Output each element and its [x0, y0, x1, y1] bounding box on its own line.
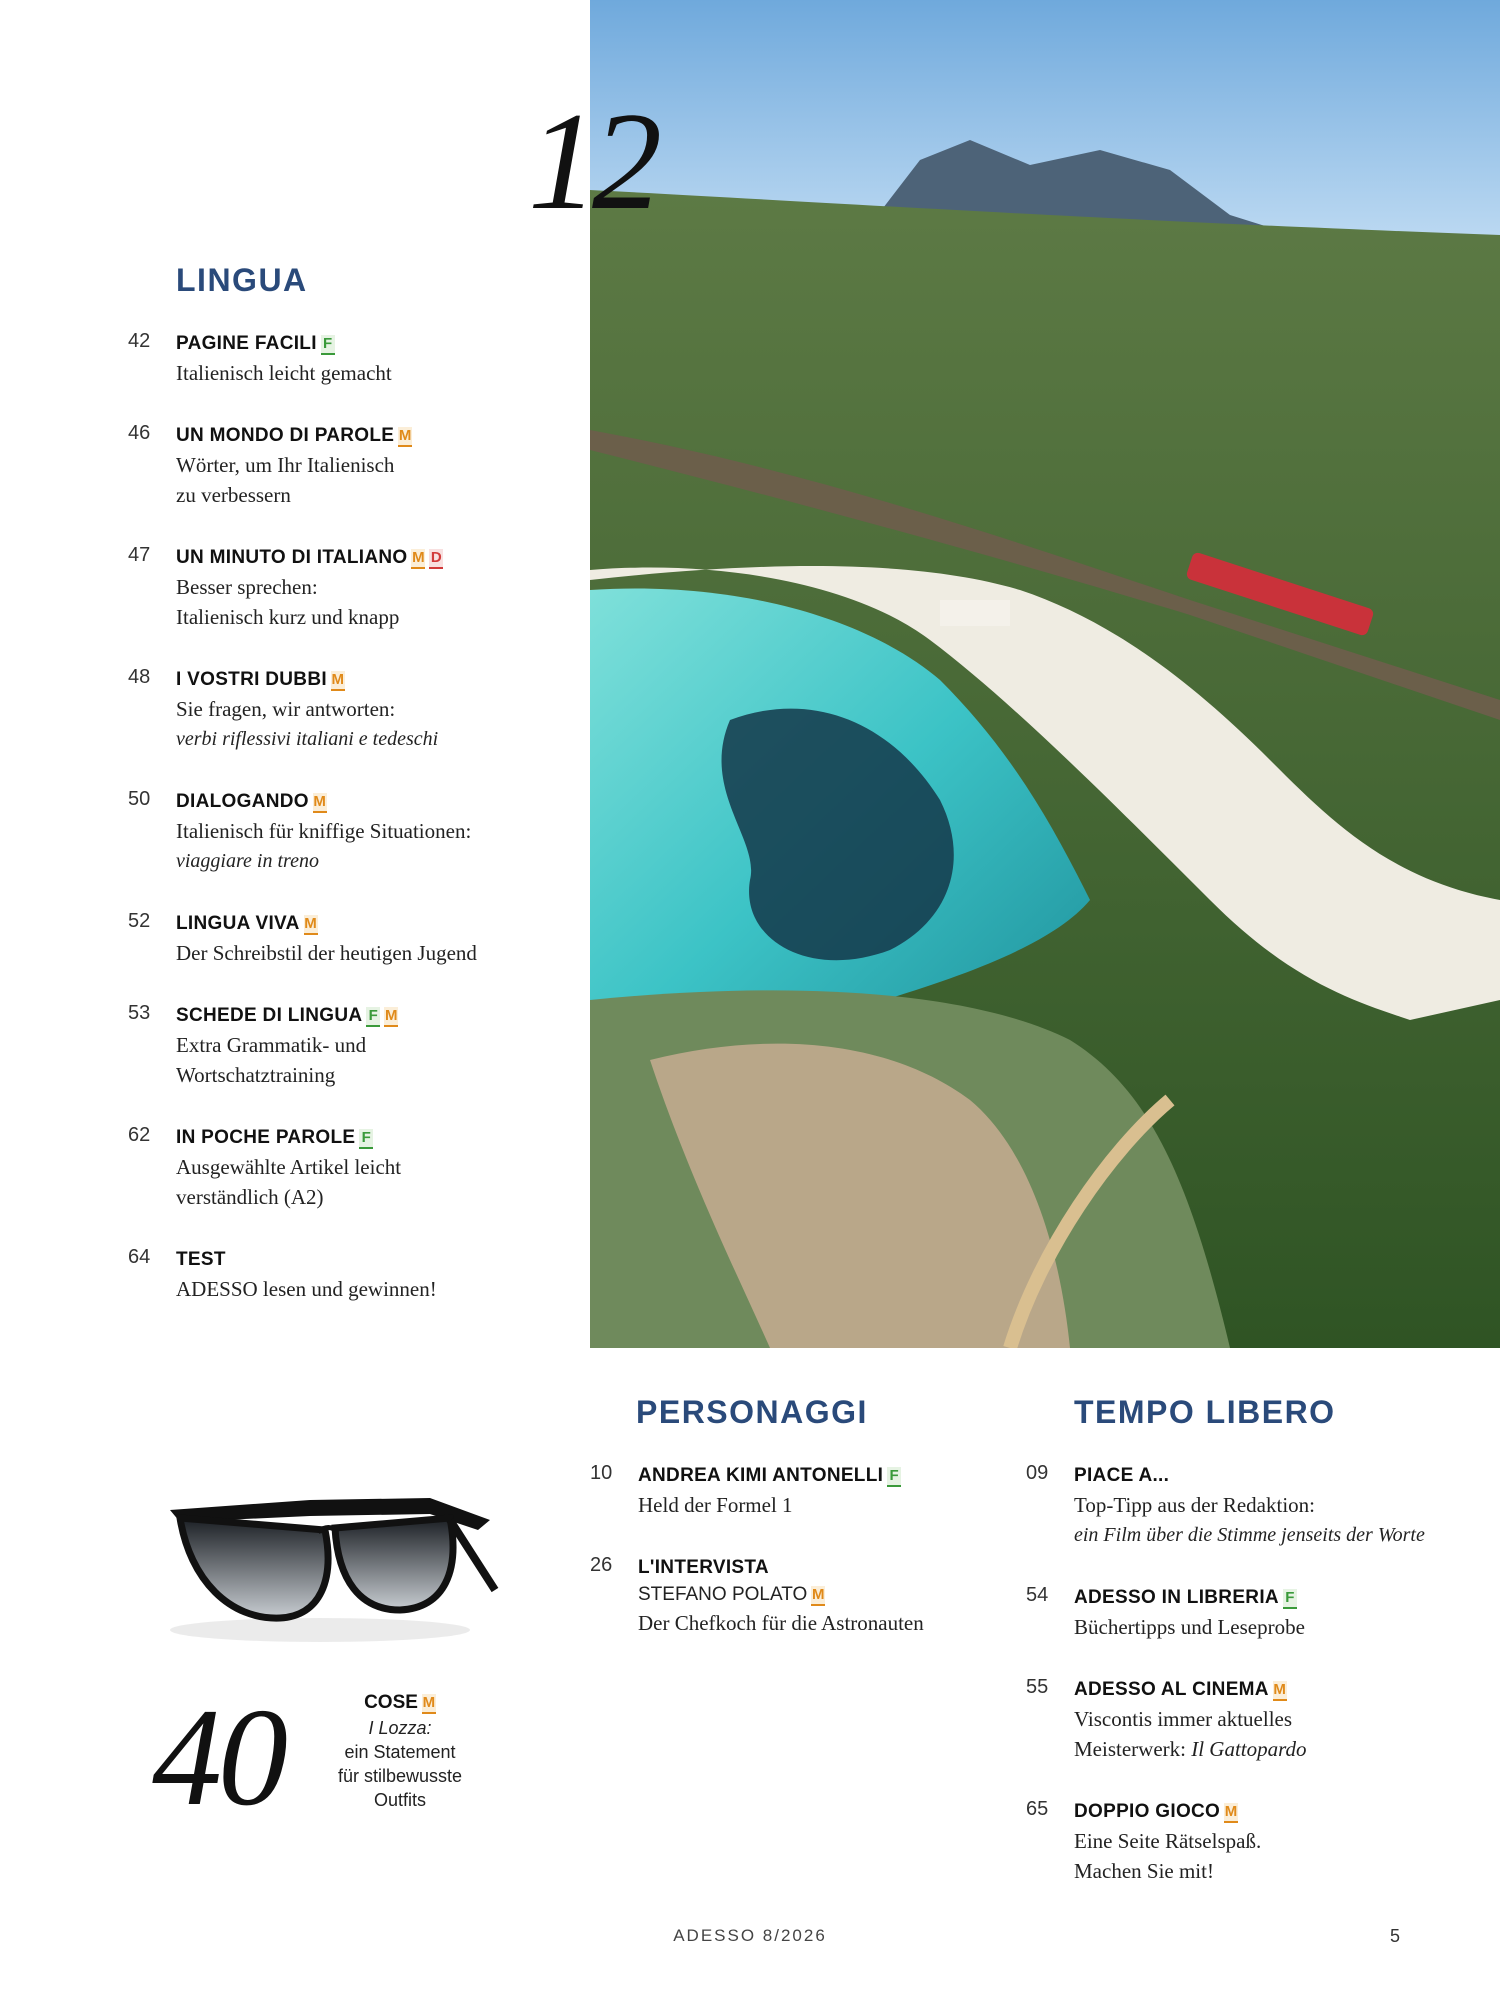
toc-entry-title: ANDREA KIMI ANTONELLI — [638, 1465, 884, 1486]
toc-entry-person-name: STEFANO POLATO — [638, 1584, 808, 1605]
issue-number: 12 — [528, 84, 656, 239]
toc-entry-description: Held der Formel 1 — [638, 1493, 793, 1517]
toc-entry-title: PAGINE FACILI — [176, 333, 317, 354]
toc-entry-title-row — [638, 1462, 1018, 1490]
toc-entry-title: I VOSTRI DUBBI — [176, 669, 327, 690]
toc-entry-title-row — [176, 1246, 556, 1274]
toc-entry-description: Sie fragen, wir antworten: — [176, 697, 396, 721]
section-title-lingua: LINGUA — [176, 262, 308, 298]
toc-entry-description — [1074, 1734, 1454, 1764]
level-badge-m: M — [422, 1694, 436, 1714]
toc-entry-description: Büchertipps und Leseprobe — [1074, 1615, 1305, 1639]
cose-title-row — [320, 1690, 480, 1716]
toc-page-number: 64 — [128, 1246, 151, 1268]
toc-entry-title: DIALOGANDO — [176, 791, 309, 812]
toc-entry-title-row — [176, 544, 556, 572]
level-badge-m: M — [411, 549, 425, 569]
toc-entry-description-italic: Il Gattopardo — [1191, 1737, 1307, 1761]
toc-entry-description: Top-Tipp aus der Redaktion: — [1074, 1493, 1315, 1517]
toc-entry-title-row — [176, 1002, 556, 1030]
toc-entry-body — [1074, 1462, 1454, 1550]
toc-entry-title: UN MINUTO DI ITALIANO — [176, 547, 408, 568]
toc-entry-italic-description: viaggiare in treno — [176, 850, 319, 872]
toc-entry-body — [176, 788, 556, 876]
toc-entry-title-row — [176, 666, 556, 694]
level-badge-f: F — [321, 335, 335, 355]
toc-entry-title-row — [1074, 1676, 1454, 1704]
cose-italic-line: I Lozza: — [368, 1718, 432, 1738]
toc-entry-italic-description: ein Film über die Stimme jenseits der Worte — [1074, 1524, 1425, 1546]
cose-title: COSE — [364, 1692, 418, 1713]
toc-entry-body — [176, 330, 556, 388]
toc-page-number: 42 — [128, 330, 151, 352]
toc-entry-body — [1074, 1676, 1454, 1764]
toc-entry-body — [176, 1246, 556, 1304]
cose-block[interactable] — [320, 1690, 480, 1812]
toc-entry-body — [176, 544, 556, 632]
toc-entry-title-row — [176, 1124, 556, 1152]
toc-entry-description: Wortschatztraining — [176, 1063, 336, 1087]
toc-page-number: 62 — [128, 1124, 151, 1146]
toc-entry-person-row — [638, 1582, 1018, 1608]
level-badge-m: M — [304, 915, 318, 935]
level-badge-m: M — [811, 1586, 825, 1606]
toc-entry-title-row — [176, 788, 556, 816]
footer-magazine-issue: ADESSO 8/2026 — [673, 1926, 827, 1945]
level-badge-m: M — [398, 427, 412, 447]
level-badge-m: M — [384, 1007, 398, 1027]
toc-entry-description: Italienisch kurz und knapp — [176, 605, 400, 629]
cose-line-3: Outfits — [373, 1790, 426, 1810]
toc-entry-title-row — [176, 910, 556, 938]
toc-page-number: 46 — [128, 422, 151, 444]
toc-entry-description: Wörter, um Ihr Italienisch — [176, 453, 395, 477]
toc-entry-title: ADESSO IN LIBRERIA — [1074, 1587, 1279, 1608]
level-badge-m: M — [1224, 1803, 1238, 1823]
toc-entry-body — [638, 1462, 1018, 1520]
level-badge-m: M — [313, 793, 327, 813]
toc-entry-italic-description: verbi riflessivi italiani e tedeschi — [176, 728, 439, 750]
cover-photo — [590, 0, 1500, 1348]
cose-line-2: für stilbewusste — [337, 1766, 463, 1786]
toc-entry-title: LINGUA VIVA — [176, 913, 300, 934]
toc-page-number: 10 — [590, 1462, 613, 1484]
toc-entry-title-row — [176, 422, 556, 450]
toc-page-number: 09 — [1026, 1462, 1049, 1484]
toc-entry-body — [638, 1554, 1018, 1638]
toc-entry-description: verständlich (A2) — [176, 1185, 324, 1209]
toc-entry-title: TEST — [176, 1249, 226, 1270]
toc-page-number: 48 — [128, 666, 151, 688]
toc-entry-body — [176, 1002, 556, 1090]
toc-entry-body — [1074, 1584, 1454, 1642]
coastline-photo-illustration — [590, 0, 1500, 1348]
toc-entry-title: ADESSO AL CINEMA — [1074, 1679, 1269, 1700]
cose-page-number: 40 — [152, 1680, 284, 1835]
level-badge-f: F — [1283, 1589, 1297, 1609]
toc-entry-title: UN MONDO DI PAROLE — [176, 425, 395, 446]
toc-page-number: 52 — [128, 910, 151, 932]
toc-entry-title-row — [1074, 1798, 1454, 1826]
toc-page-number: 65 — [1026, 1798, 1049, 1820]
cose-line-1: ein Statement — [344, 1742, 456, 1762]
toc-entry-description: Machen Sie mit! — [1074, 1859, 1214, 1883]
toc-entry-body — [176, 666, 556, 754]
sunglasses-image — [160, 1470, 500, 1650]
toc-entry-description: Der Schreibstil der heutigen Jugend — [176, 941, 477, 965]
toc-entry-title: IN POCHE PAROLE — [176, 1127, 356, 1148]
toc-entry-description: ADESSO lesen und gewinnen! — [176, 1277, 437, 1301]
section-title-personaggi: PERSONAGGI — [636, 1394, 868, 1430]
level-badge-f: F — [887, 1467, 901, 1487]
toc-entry-description-prefix: Meisterwerk: — [1074, 1737, 1192, 1761]
toc-entry-title: L'INTERVISTA — [638, 1557, 769, 1578]
toc-entry-body — [176, 910, 556, 968]
toc-entry-title: PIACE A... — [1074, 1465, 1170, 1486]
section-title-tempo-libero: TEMPO LIBERO — [1074, 1394, 1336, 1430]
level-badge-f: F — [366, 1007, 380, 1027]
toc-page-number: 53 — [128, 1002, 151, 1024]
toc-entry-description: Viscontis immer aktuelles — [1074, 1707, 1293, 1731]
toc-entry-description: Italienisch leicht gemacht — [176, 361, 392, 385]
toc-entry-body — [1074, 1798, 1454, 1886]
toc-entry-body — [176, 1124, 556, 1212]
toc-entry-description: Der Chefkoch für die Astronauten — [638, 1611, 924, 1635]
level-badge-m: M — [331, 671, 345, 691]
toc-page-number: 55 — [1026, 1676, 1049, 1698]
toc-entry-description: Eine Seite Rätselspaß. — [1074, 1829, 1262, 1853]
level-badge-m: M — [1273, 1681, 1287, 1701]
toc-page-number: 47 — [128, 544, 151, 566]
toc-entry-description: Extra Grammatik- und — [176, 1033, 367, 1057]
toc-page-number: 50 — [128, 788, 151, 810]
toc-entry-description: Italienisch für kniffige Situationen: — [176, 819, 472, 843]
footer-page-number: 5 — [1390, 1926, 1401, 1946]
toc-entry-title-row — [638, 1554, 1018, 1582]
toc-entry-description: Besser sprechen: — [176, 575, 318, 599]
toc-entry-title: SCHEDE DI LINGUA — [176, 1005, 363, 1026]
toc-entry-title-row — [1074, 1584, 1454, 1612]
toc-entry-title: DOPPIO GIOCO — [1074, 1801, 1221, 1822]
toc-entry-body — [176, 422, 556, 510]
toc-entry-title-row — [1074, 1462, 1454, 1490]
toc-page-number: 54 — [1026, 1584, 1049, 1606]
toc-entry-description: Ausgewählte Artikel leicht — [176, 1155, 402, 1179]
toc-entry-title-row — [176, 330, 556, 358]
level-badge-d: D — [429, 549, 443, 569]
level-badge-f: F — [359, 1129, 373, 1149]
toc-entry-description: zu verbessern — [176, 483, 291, 507]
toc-page-number: 26 — [590, 1554, 613, 1576]
